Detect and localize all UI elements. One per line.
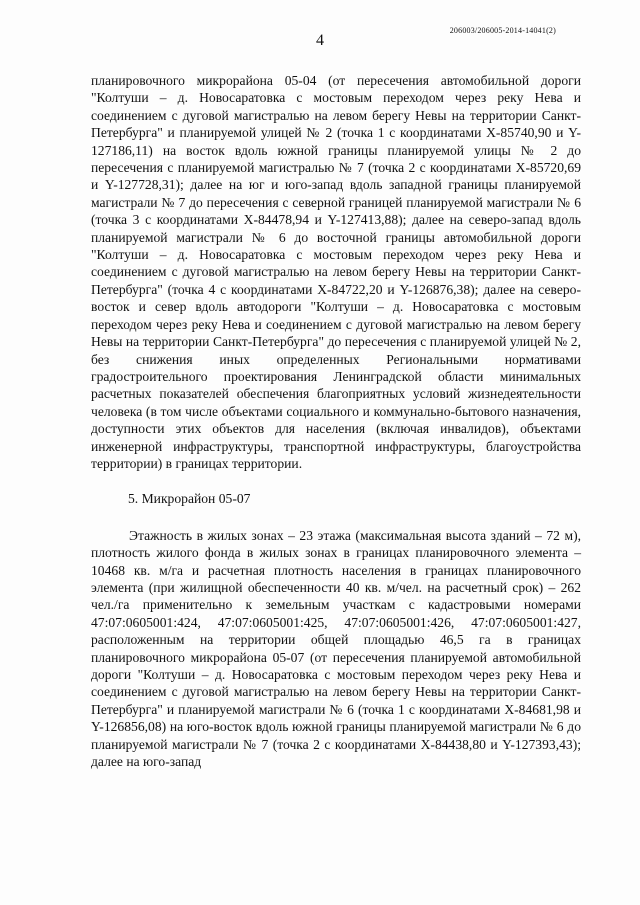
page-number: 4 [316,32,324,49]
paragraph-continued: планировочного микрорайона 05-04 (от пересечения автомобильной дороги "Колтуши – д. Новосаратовка с мостовым переходом через реку Нева и соединением с дуговой магистралью на левом берегу Невы на территории Санкт-Петербурга" и планируемой улицей № 2 (точка 1 с координатами X-85740,90 и Y-127186,11) на восток вдоль южной границы планируемой улицы № 2 до пересечения с планируемой магистралью № 7 (точка 2 с координатами X-85720,69 и Y-127728,31); далее на юг и юго-запад вдоль западной границы планируемой магистрали № 7 до пересечения с северной границей планируемой магистрали № 6 (точка 3 с координатами X-84478,94 и Y-127413,88); далее на северо-запад вдоль планируемой магистрали № 6 до восточной границы автомобильной дороги "Колтуши – д. Новосаратовка с мостовым переходом через реку Нева и соединением с дуговой магистралью на левом берегу Невы на территории Санкт-Петербурга" (точка 4 с координатами X-84722,20 и Y-126876,38); далее на северо-восток и север вдоль автодороги "Колтуши – д. Новосаратовка с мостовым переходом через реку Нева и соединением с дуговой магистралью на левом берегу Невы на территории Санкт-Петербурга" до пересечения с планируемой улицей № 2, без снижения иных определенных Региональными нормативами градостроительного проектирования Ленинградской области минимальных расчетных показателей обеспечения благоприятных условий жизнедеятельности человека (в том числе объектами социального и коммунально-бытового назначения, доступности этих объектов для населения (включая инвалидов), объектами инженерной инфраструктуры, транспортной инфраструктуры, благоустройства территории) в границах территории. [91,73,581,471]
document-id: 206003/206005-2014-14041(2) [449,26,556,35]
document-body [91,72,581,770]
paragraph-section-5: Этажность в жилых зонах – 23 этажа (максимальная высота зданий – 72 м), плотность жилого фонда в жилых зонах в границах планировочного элемента – 10468 кв. м/га и расчетная плотность населения в границах планировочного элемента (при жилищной обеспеченности 40 кв. м/чел. на расчетный срок) – 262 чел./га применительно к земельным участкам с кадастровыми номерами 47:07:0605001:424, 47:07:0605001:425, 47:07:0605001:426, 47:07:0605001:427, расположенным на территории общей площадью 46,5 га в границах планировочного микрорайона 05-07 (от пересечения планируемой автомобильной дороги "Колтуши – д. Новосаратовка с мостовым переходом через реку Нева и соединением с дуговой магистралью на левом берегу Невы на территории Санкт-Петербурга" и планируемой магистрали № 6 (точка 1 с координатами X-84681,98 и Y-126856,08) на юго-восток вдоль южной границы планируемой магистрали № 6 до планируемой магистрали № 7 (точка 2 с координатами X-84438,80 и Y-127393,43); далее на юго-запад [91,527,581,770]
section-heading: 5. Микрорайон 05-07 [128,491,251,507]
